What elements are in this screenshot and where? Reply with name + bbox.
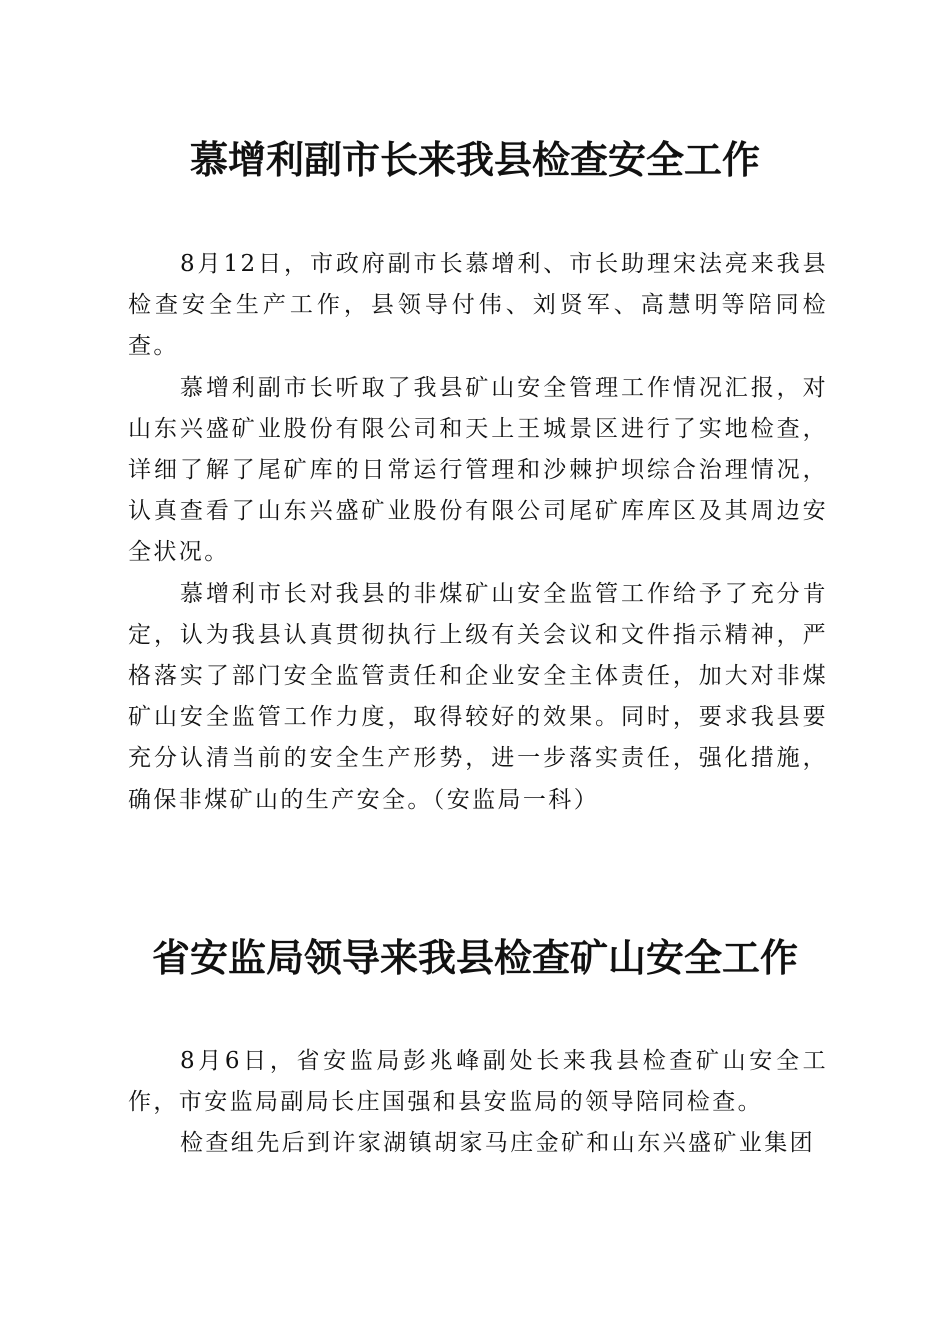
paragraph: 慕增利副市长听取了我县矿山安全管理工作情况汇报，对山东兴盛矿业股份有限公司和天上王城景区进行了实地检查，详细了解了尾矿库的日常运行管理和沙棘护坝综合治理情况，认真查看了山东兴盛矿业股份有限公司尾矿库库区及其周边安全状况。: [128, 374, 828, 566]
article-title: 慕增利副市长来我县检查安全工作: [189, 137, 760, 182]
article-body: [128, 244, 828, 821]
paragraph: 慕增利市长对我县的非煤矿山安全监管工作给予了充分肯定，认为我县认真贯彻执行上级有关会议和文件指示精神，严格落实了部门安全监管责任和企业安全主体责任，加大对非煤矿山安全监管工作力度，取得较好的效果。同时，要求我县要充分认清当前的安全生产形势，进一步落实责任，强化措施，确保非煤矿山的生产安全。（安监局一科）: [128, 580, 828, 813]
article-title: 省安监局领导来我县检查矿山安全工作: [151, 935, 798, 980]
paragraph: 检查组先后到许家湖镇胡家马庄金矿和山东兴盛矿业集团: [180, 1130, 815, 1157]
article-body: [128, 1041, 828, 1165]
paragraph: 8月12日，市政府副市长慕增利、市长助理宋法亮来我县检查安全生产工作，县领导付伟、刘贤军、高慧明等陪同检查。: [128, 251, 828, 360]
paragraph: 8月6日，省安监局彭兆峰副处长来我县检查矿山安全工作，市安监局副局长庄国强和县安监局的领导陪同检查。: [128, 1048, 828, 1116]
